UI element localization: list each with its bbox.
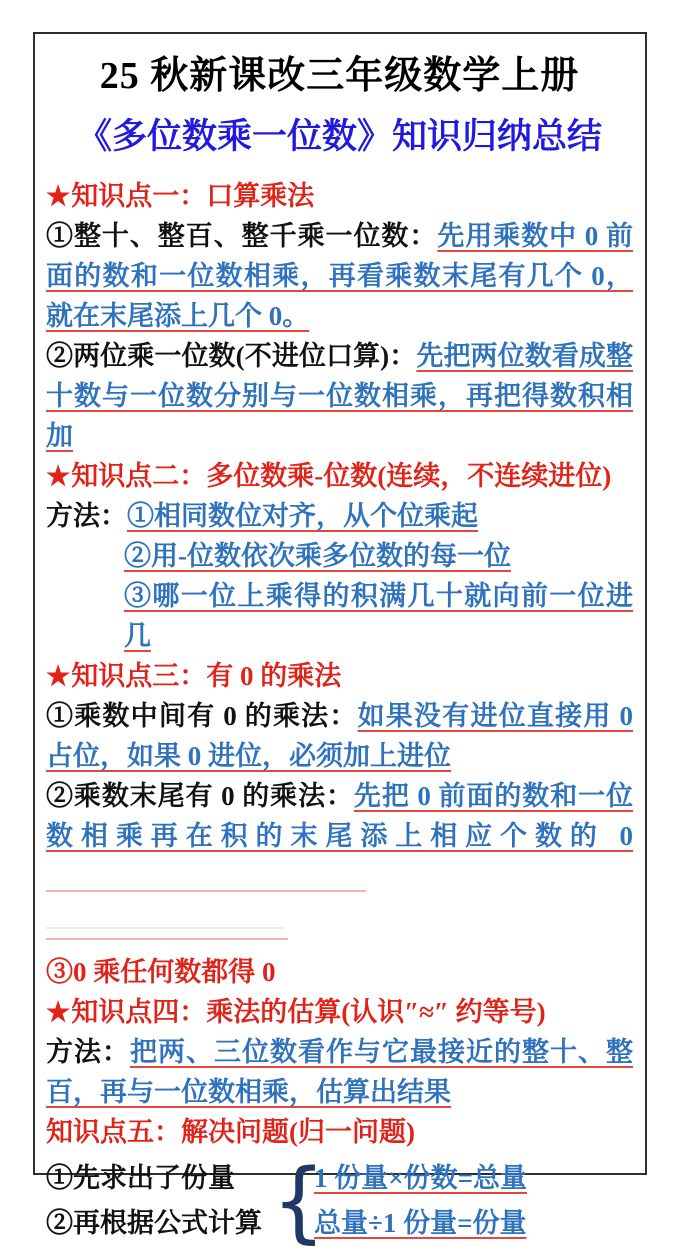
underlined-text: ③哪一位上乘得的积满几十就向前一位进几 — [124, 581, 633, 651]
underlined-text: ②用-位数依次乘多位数的每一位 — [124, 541, 511, 571]
trailing-rule-line — [46, 890, 366, 892]
body-text: ①整十、整百、整千乘一位数： — [46, 221, 438, 251]
heading-text: 知识点二：多位数乘-位数(连续，不连续进位) — [71, 461, 612, 491]
knowledge-heading — [46, 952, 633, 992]
ruled-line — [46, 938, 288, 940]
underlined-text: 先把两位数看成整十数与一位数分别与一位数相乘，再把得数积相加 — [46, 341, 634, 451]
underlined-text: 先把 0 前面的数和一位数相乘再在积的末尾添上相应个数的 0 — [46, 781, 634, 851]
underlined-text: 先用乘数中 0 前面的数和一位数相乘，再看乘数末尾有几个 0，就在末尾添上几个 0。 — [46, 221, 634, 331]
underlined-formula: 1 份量×份数=总量 — [314, 1163, 528, 1193]
formula-row — [314, 1201, 527, 1246]
heading-text: ③0 乘任何数都得 0 — [46, 957, 276, 987]
page-subtitle: 《多位数乘一位数》知识归纳总结 — [76, 117, 602, 156]
knowledge-heading — [46, 1112, 633, 1152]
knowledge-heading — [46, 992, 633, 1032]
paragraph — [124, 576, 633, 656]
underlined-text: ①相同数位对齐，从个位乘起 — [127, 501, 478, 531]
paragraph — [46, 216, 633, 336]
knowledge-heading — [46, 176, 633, 216]
body-text: ②两位乘一位数(不进位口算)： — [46, 341, 417, 371]
formula-group — [46, 1149, 633, 1252]
paragraph — [124, 536, 633, 576]
paragraph — [46, 696, 633, 776]
paragraph — [46, 336, 633, 456]
formula-row — [314, 1156, 527, 1201]
star-icon: ★ — [46, 997, 71, 1027]
heading-text: 知识点一：口算乘法 — [71, 181, 315, 211]
formula-brace-icon: { — [272, 1149, 326, 1252]
body-text: 方法： — [46, 1037, 130, 1067]
star-icon: ★ — [46, 661, 71, 691]
body-text: 方法： — [46, 501, 127, 531]
formula-label-column — [46, 1156, 272, 1246]
underlined-text: 如果没有进位直接用 0 占位，如果 0 进位，必须加上进位 — [46, 701, 634, 771]
heading-text: 知识点五：解决问题(归一问题) — [46, 1117, 415, 1147]
underlined-formula: 总量÷1 份量=份量 — [314, 1208, 527, 1238]
body-text: ②乘数末尾有 0 的乘法： — [46, 781, 354, 811]
body-text: ①乘数中间有 0 的乘法： — [46, 701, 358, 731]
knowledge-heading — [46, 656, 633, 696]
formula-column — [314, 1156, 527, 1246]
page-frame — [33, 32, 647, 1252]
page-title: 25 秋新课改三年级数学上册 — [99, 55, 580, 97]
ruled-gap — [46, 896, 633, 952]
heading-text: 知识点三：有 0 的乘法 — [71, 661, 342, 691]
star-icon: ★ — [46, 461, 71, 491]
paragraph — [46, 496, 633, 536]
paragraph — [46, 776, 633, 896]
paragraph — [46, 1032, 633, 1112]
heading-text: 知识点四：乘法的估算(认识″≈″ 约等号) — [71, 997, 546, 1027]
knowledge-heading — [46, 456, 633, 496]
formula-label: ①先求出了份量 — [46, 1163, 235, 1193]
document-body — [46, 176, 634, 1252]
formula-label: ②再根据公式计算 — [46, 1208, 262, 1238]
star-icon: ★ — [46, 181, 71, 211]
ruled-line — [46, 927, 284, 929]
underlined-text: 把两、三位数看作与它最接近的整十、整百，再与一位数相乘，估算出结果 — [46, 1037, 633, 1107]
